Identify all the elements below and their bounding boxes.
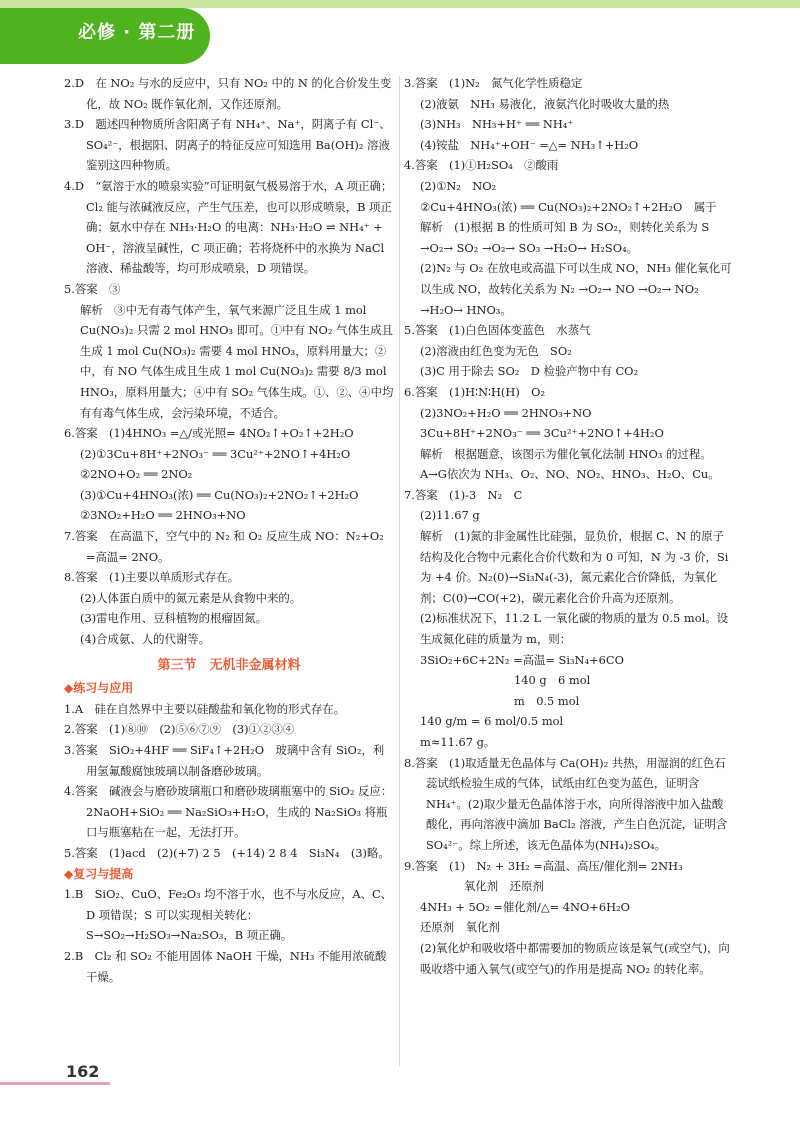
column-divider xyxy=(399,76,400,1066)
review-5-line: (2)溶液由红色变为无色 SO₂ xyxy=(420,343,572,358)
header-band xyxy=(0,0,800,8)
practice-4: 4.答案 碱液会与磨砂玻璃瓶口和磨砂玻璃瓶塞中的 SiO₂ 反应：2NaOH+SiO₂ ══ Na₂SiO₃+H₂O，生成的 Na₂SiO₃ 将瓶口与瓶塞粘在一起，无法打开。 xyxy=(64,784,393,840)
answer-6: 6.答案 (1)4HNO₃ =△/或光照= 4NO₂↑+O₂↑+2H₂O xyxy=(64,426,354,441)
answer-6-line: ②3NO₂+H₂O ══ 2HNO₃+NO xyxy=(80,508,246,523)
review-7-equation: 3SiO₂+6C+2N₂ =高温= Si₃N₄+6CO xyxy=(420,652,624,667)
answer-2: 2.D 在 NO₂ 与水的反应中，只有 NO₂ 中的 N 的化合价发生变化，故 NO₂ 既作氧化剂，又作还原剂。 xyxy=(64,76,392,111)
review-7-explanation: 解析 (1)氮的非金属性比硅强，显负价，根据 C、N 的原子结构及化合物中元素化合价代数和为 0 可知，N 为 -3 价，Si 为 +4 价。N₂(0)→Si₃N₄(-3)，氮元素化合价降低，为氧化剂；C(0)→CO(+2)，碳元素化合价升高为还原剂。 xyxy=(420,529,729,605)
review-9: 9.答案 (1) N₂ + 3H₂ =高温、高压/催化剂= 2NH₃ xyxy=(404,858,683,873)
review-7-ratio: 140 g 6 mol xyxy=(514,673,591,688)
answer-6-line: (3)①Cu+4HNO₃(浓) ══ Cu(NO₃)₂+2NO₂↑+2H₂O xyxy=(80,487,359,502)
header-tab xyxy=(0,8,210,64)
review-9-line: (2)氧化炉和吸收塔中都需要加的物质应该是氧气(或空气)，向吸收塔中通入氧气(或空气)的作用是提高 NO₂ 的转化率。 xyxy=(420,940,730,976)
review-9-equation: 4NH₃ + 5O₂ =催化剂/△= 4NO+6H₂O xyxy=(420,899,630,914)
review-4-explanation-2: (2)N₂ 与 O₂ 在放电或高温下可以生成 NO，NH₃ 催化氧化可以生成 NO，故转化关系为 N₂ →O₂→ NO →O₂→ NO₂ →H₂O→ HNO₃。 xyxy=(420,261,732,317)
review-7-explanation-2: (2)标准状况下，11.2 L 一氧化碳的物质的量为 0.5 mol。设生成氮化硅的质量为 m，则： xyxy=(420,611,728,647)
review-6-line: 3Cu+8H⁺+2NO₃⁻ ══ 3Cu²⁺+2NO↑+4H₂O xyxy=(420,426,664,441)
answer-8-line: (3)雷电作用、豆科植物的根瘤固氮。 xyxy=(80,611,267,626)
section-title: 第三节 无机非金属材料 xyxy=(157,657,301,673)
review-4-line: ②Cu+4HNO₃(浓) ══ Cu(NO₃)₂+2NO₂↑+2H₂O 属于 xyxy=(420,199,717,214)
practice-3: 3.答案 SiO₂+4HF ══ SiF₄↑+2H₂O 玻璃中含有 SiO₂，利用氢氟酸腐蚀玻璃以制备磨砂玻璃。 xyxy=(64,743,385,778)
answer-4: 4.D “氨溶于水的喷泉实验”可证明氨气极易溶于水，A 项正确；Cl₂ 能与浓碱液反应，产生气压差，也可以形成喷泉，B 项正确；氨水中存在 NH₃·H₂O 的电离：NH₃·H₂O ⇌ NH₄⁺ + OH⁻，溶液呈碱性，C 项正确；若将烧杯中的水换为 NaCl 溶液、稀盐酸等，均可形成喷泉，D 项错误。 xyxy=(64,178,393,276)
answer-7: 7.答案 在高温下，空气中的 N₂ 和 O₂ 反应生成 NO：N₂+O₂ =高温= 2NO。 xyxy=(64,529,384,564)
subsection-review: ◆复习与提高 xyxy=(64,866,134,881)
page-number: 162 xyxy=(66,1062,100,1081)
review-3-line: (3)NH₃ NH₃+H⁺ ══ NH₄⁺ xyxy=(420,117,574,132)
review-3-line: (4)铵盐 NH₄⁺+OH⁻ =△= NH₃↑+H₂O xyxy=(420,137,639,152)
answer-5: 5.答案 ③ xyxy=(64,281,121,296)
practice-1: 1.A 硅在自然界中主要以硅酸盐和氧化物的形式存在。 xyxy=(64,701,346,716)
review-7-result: m≈11.67 g。 xyxy=(420,735,496,749)
review-7-ratio: m 0.5 mol xyxy=(514,693,580,708)
review-4: 4.答案 (1)①H₂SO₄ ②酸雨 xyxy=(404,158,559,173)
right-column xyxy=(404,73,734,979)
review-4-explanation: 解析 (1)根据 B 的性质可知 B 为 SO₂，则转化关系为 S →O₂→ SO₂ →O₂→ SO₃ →H₂O→ H₂SO₄。 xyxy=(420,220,710,255)
left-column xyxy=(64,73,394,987)
review-2: 2.B Cl₂ 和 SO₂ 不能用固体 NaOH 干燥，NH₃ 不能用浓硫酸干燥。 xyxy=(64,948,387,984)
review-7: 7.答案 (1)-3 N₂ C xyxy=(404,487,523,502)
review-1: 1.B SiO₂、CuO、Fe₂O₃ 均不溶于水，也不与水反应，A、C、D 项错误；S 可以实现相关转化：S→SO₂→H₂SO₃→Na₂SO₃，B 项正确。 xyxy=(64,887,393,943)
answer-8-line: (2)人体蛋白质中的氮元素是从食物中来的。 xyxy=(80,590,302,605)
review-3-line: (2)液氨 NH₃ 易液化，液氨汽化时吸收大量的热 xyxy=(420,96,670,111)
answer-3: 3.D 题述四种物质所含阳离子有 NH₄⁺、Na⁺，阴离子有 Cl⁻、SO₄²⁻，根据阳、阴离子的特征反应可知选用 Ba(OH)₂ 溶液鉴别这四种物质。 xyxy=(64,117,391,173)
page-number-bar xyxy=(0,1082,110,1085)
review-8: 8.答案 (1)取适量无色晶体与 Ca(OH)₂ 共热，用湿润的红色石蕊试纸检验生成的气体，试纸由红色变为蓝色，证明含 NH₄⁺。(2)取少量无色晶体溶于水，向所得溶液中加入盐酸酸化，再向溶液中滴加 BaCl₂ 溶液，产生白色沉淀，证明含 SO₄²⁻。综上所述，该无色晶体为(NH₄)₂SO₄。 xyxy=(404,755,728,852)
review-9-label: 还原剂 氧化剂 xyxy=(420,920,500,935)
review-7-line: (2)11.67 g xyxy=(420,508,480,523)
answer-8: 8.答案 (1)主要以单质形式存在。 xyxy=(64,570,240,585)
review-6-line: (2)3NO₂+H₂O ══ 2HNO₃+NO xyxy=(420,405,592,420)
review-9-label: 氧化剂 还原剂 xyxy=(464,879,544,894)
subsection-practice: ◆练习与应用 xyxy=(64,681,134,696)
header-title: 必修 · 第二册 xyxy=(78,22,196,43)
explanation-5: 解析 ③中无有毒气体产生，氧气来源广泛且生成 1 mol Cu(NO₃)₂ 只需 2 mol HNO₃ 即可。①中有 NO₂ 气体生成且生成 1 mol Cu(NO₃)₂ 需要 4 mol HNO₃，原料用量大；②中，有 NO 气体生成且生成 1 mol Cu(NO₃)₂ 需要 8/3 mol HNO₃，原料用量大；④中有 SO₂ 气体生成。①、②、④中均有有毒气体生成，会污染环境，不适合。 xyxy=(80,302,394,420)
answer-8-line: (4)合成氨、人的代谢等。 xyxy=(80,632,211,647)
review-6-explanation: 解析 根据题意，该图示为催化氧化法制 HNO₃ 的过程。A→G依次为 NH₃、O₂、NO、NO₂、HNO₃、H₂O、Cu。 xyxy=(420,446,720,482)
answer-6-line: (2)①3Cu+8H⁺+2NO₃⁻ ══ 3Cu²⁺+2NO↑+4H₂O xyxy=(80,446,351,461)
practice-2: 2.答案 (1)⑧⑩ (2)⑤⑥⑦⑨ (3)①②③④ xyxy=(64,722,295,737)
review-5: 5.答案 (1)白色固体变蓝色 水蒸气 xyxy=(404,323,591,338)
answer-6-line: ②2NO+O₂ ══ 2NO₂ xyxy=(80,467,193,482)
review-7-proportion: 140 g/m = 6 mol/0.5 mol xyxy=(420,714,564,729)
review-5-line: (3)C 用于除去 SO₂ D 检验产物中有 CO₂ xyxy=(420,364,639,379)
practice-5: 5.答案 (1)acd (2)(+7) 2 5 (+14) 2 8 4 Si₃N₄ (3)略。 xyxy=(64,845,390,860)
page-header xyxy=(0,0,800,64)
review-3: 3.答案 (1)N₂ 氮气化学性质稳定 xyxy=(404,76,583,90)
review-4-line: (2)①N₂ NO₂ xyxy=(420,178,497,193)
review-6: 6.答案 (1)H∶N∶H(H) O₂ xyxy=(404,384,546,399)
